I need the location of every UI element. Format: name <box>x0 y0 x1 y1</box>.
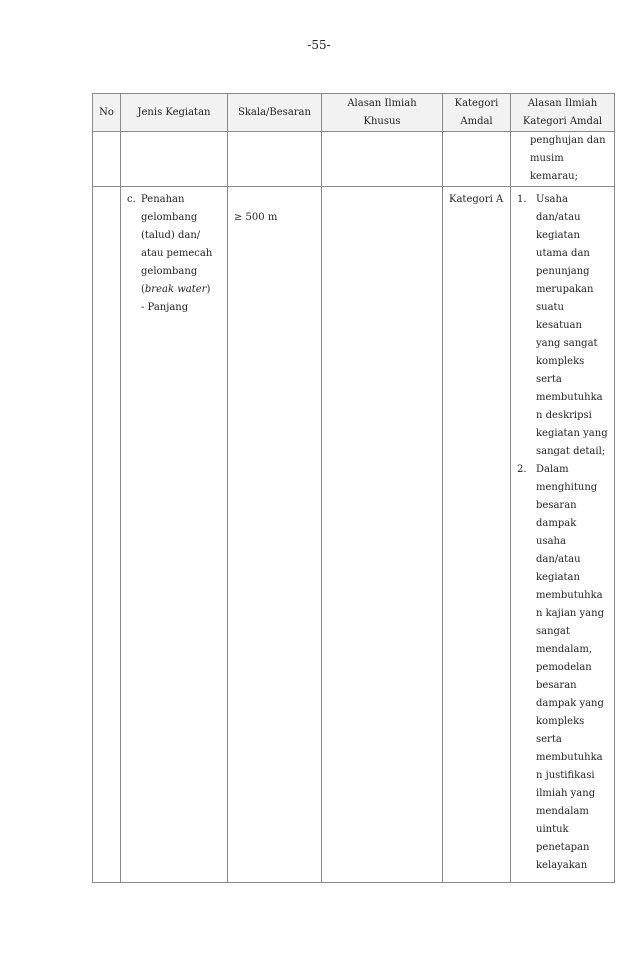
text-line: Penahan <box>141 194 185 205</box>
text-line: dampak yang <box>536 698 604 709</box>
text-line: n deskripsi <box>536 410 592 421</box>
cell-alasan-khusus <box>322 187 443 883</box>
text-line: mendalam <box>536 806 589 817</box>
text-line: kompleks <box>536 356 585 367</box>
paren-close: ) <box>206 284 211 295</box>
text-line: - Panjang <box>141 302 189 313</box>
header-alasan-ilmiah-khusus <box>322 94 443 132</box>
text-line: penunjang <box>536 266 590 277</box>
text-line: suatu <box>536 302 564 313</box>
header-line: Kategori Amdal <box>522 115 603 127</box>
text-line: kelayakan <box>536 860 588 871</box>
text-line: mendalam, <box>536 644 593 655</box>
item-number: 2. <box>517 464 527 475</box>
header-line: Khusus <box>363 115 401 127</box>
italic-term: break water <box>144 284 207 295</box>
text-line: membutuhka <box>536 392 603 403</box>
text-line: gelombang <box>141 266 198 277</box>
cell-no <box>93 187 121 883</box>
text-line: ilmiah yang <box>536 788 596 799</box>
paren-open: ( <box>141 284 145 295</box>
text-line: atau pemecah <box>141 248 213 259</box>
text-line: membutuhka <box>536 752 603 763</box>
cell-no <box>93 132 121 187</box>
text-line: serta <box>536 374 562 385</box>
text-line: kegiatan yang <box>536 428 608 439</box>
text-line: gelombang <box>141 212 198 223</box>
text-line: sangat <box>536 626 570 637</box>
page-number: -55- <box>307 38 331 52</box>
text-line: dampak <box>536 518 577 529</box>
skala-value: ≥ 500 m <box>234 212 278 223</box>
text-line: yang sangat <box>536 338 598 349</box>
text-line: penetapan <box>536 842 590 853</box>
text-line: membutuhka <box>536 590 603 601</box>
header-line: Alasan Ilmiah <box>527 97 598 109</box>
text-line: (talud) dan/ <box>141 230 201 241</box>
text-line: uintuk <box>536 824 569 835</box>
header-alasan-kategori-amdal <box>511 94 615 132</box>
text-line <box>141 281 212 299</box>
text-line: menghitung <box>536 482 598 493</box>
cell-jenis <box>121 187 228 883</box>
text-line: merupakan <box>536 284 594 295</box>
header-jenis-kegiatan: Jenis Kegiatan <box>121 94 228 132</box>
item-letter: c. <box>127 194 136 205</box>
text-line: utama dan <box>536 248 590 259</box>
header-skala-besaran: Skala/Besaran <box>228 94 322 132</box>
text-line: kemarau; <box>530 171 578 182</box>
text-line: musim <box>530 153 564 164</box>
list-item <box>517 191 610 461</box>
text-line: Dalam <box>536 464 569 475</box>
header-kategori-amdal <box>443 94 511 132</box>
cell-jenis <box>121 132 228 187</box>
table-row-continued <box>93 132 615 187</box>
header-line: Kategori <box>454 97 499 109</box>
text-line: Usaha <box>536 194 568 205</box>
text-line: n kajian yang <box>536 608 604 619</box>
cell-skala <box>228 187 322 883</box>
text-line: kegiatan <box>536 230 580 241</box>
text-line: dan/atau <box>536 212 581 223</box>
text-line: serta <box>536 734 562 745</box>
text-line: pemodelan <box>536 662 592 673</box>
list-item <box>517 461 610 875</box>
text-line: kegiatan <box>536 572 580 583</box>
text-line: n justifikasi <box>536 770 595 781</box>
cell-alasan-kategori <box>511 132 615 187</box>
activity-table <box>92 93 615 883</box>
cell-kategori <box>443 187 511 883</box>
text-line: kesatuan <box>536 320 582 331</box>
header-row <box>93 94 615 132</box>
table-row <box>93 187 615 883</box>
text-line: sangat detail; <box>536 446 606 457</box>
header-line: Alasan Ilmiah <box>347 97 417 109</box>
cell-kategori <box>443 132 511 187</box>
cell-alasan-khusus <box>322 132 443 187</box>
text-line: kompleks <box>536 716 585 727</box>
cell-skala <box>228 132 322 187</box>
cell-alasan-kategori <box>511 187 615 883</box>
text-line: besaran <box>536 500 577 511</box>
item-number: 1. <box>517 194 527 205</box>
header-no: No <box>93 94 121 132</box>
header-line: Amdal <box>460 115 493 127</box>
text-line: usaha <box>536 536 566 547</box>
text-line: dan/atau <box>536 554 581 565</box>
text-line: penghujan dan <box>530 135 606 146</box>
kategori-value: Kategori A <box>449 194 504 205</box>
text-line: besaran <box>536 680 577 691</box>
